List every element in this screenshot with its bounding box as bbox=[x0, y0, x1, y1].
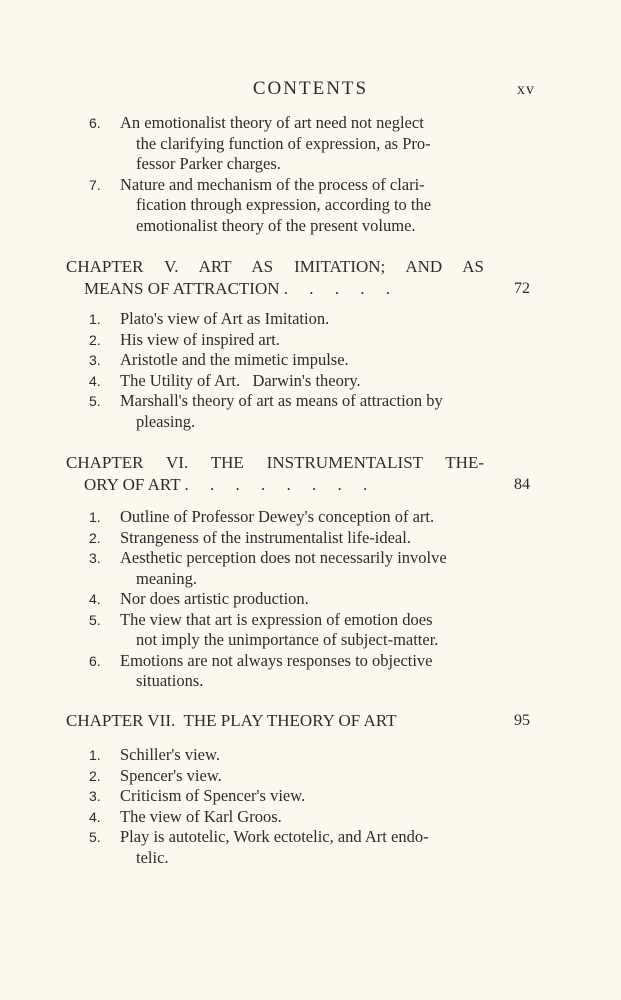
list-item bbox=[0, 766, 484, 787]
list-item bbox=[0, 786, 484, 807]
chapter-title-line2 bbox=[84, 474, 484, 496]
item-number: 7. bbox=[89, 176, 101, 193]
list-item bbox=[0, 610, 484, 651]
chapter-page-number: 95 bbox=[514, 712, 530, 729]
chapter-heading bbox=[0, 452, 621, 496]
chapter-vii-items bbox=[0, 745, 621, 868]
item-text-cont: telic. bbox=[136, 847, 169, 867]
chapter-title-line2-text: ORY OF ART bbox=[84, 475, 181, 494]
item-number: 2. bbox=[89, 767, 101, 784]
chapter-v bbox=[0, 256, 621, 300]
chapter-page-number: 84 bbox=[514, 476, 530, 493]
list-item bbox=[0, 330, 484, 351]
item-number: 1. bbox=[89, 747, 101, 763]
running-head bbox=[0, 78, 621, 104]
item-text-cont: meaning. bbox=[136, 568, 197, 588]
chapter-title-line1: CHAPTER V. ART AS IMITATION; AND AS bbox=[66, 257, 484, 276]
item-number: 6. bbox=[89, 652, 101, 669]
list-item bbox=[0, 548, 484, 589]
chapter-title-line1: CHAPTER VI. THE INSTRUMENTALIST THE- bbox=[66, 453, 484, 472]
leader-dots: . . . . . bbox=[279, 279, 391, 298]
page-number: xv bbox=[517, 81, 535, 98]
item-text: His view of inspired art. bbox=[120, 329, 280, 349]
list-item bbox=[0, 651, 484, 692]
item-number: 5. bbox=[89, 611, 101, 628]
list-item bbox=[0, 589, 484, 610]
chapter-heading bbox=[0, 256, 621, 300]
chapter-heading bbox=[0, 710, 621, 732]
item-number: 3. bbox=[89, 550, 101, 566]
list-item bbox=[0, 528, 484, 549]
item-number: 5. bbox=[89, 829, 101, 845]
item-text: Nature and mechanism of the process of clari- bbox=[120, 174, 425, 194]
item-text-cont: emotionalist theory of the present volume. bbox=[136, 215, 416, 235]
item-number: 1. bbox=[89, 509, 101, 525]
chapter-vi bbox=[0, 452, 621, 496]
item-number: 4. bbox=[89, 372, 101, 389]
item-text: Spencer's view. bbox=[120, 765, 222, 785]
item-text: Schiller's view. bbox=[120, 745, 220, 764]
item-text: Strangeness of the instrumentalist life-ideal. bbox=[120, 527, 411, 547]
item-text: The Utility of Art. Darwin's theory. bbox=[120, 370, 361, 390]
item-text: The view of Karl Groos. bbox=[120, 806, 282, 826]
item-number: 5. bbox=[89, 393, 101, 409]
chapter-v-items bbox=[0, 309, 621, 432]
item-text: Nor does artistic production. bbox=[120, 589, 309, 608]
chapter-title-line2-text: MEANS OF ATTRACTION bbox=[84, 279, 280, 298]
item-text: Play is autotelic, Work ectotelic, and Art endo- bbox=[120, 827, 429, 846]
item-text: The view that art is expression of emotion does bbox=[120, 609, 433, 629]
item-text: Emotions are not always responses to objective bbox=[120, 650, 433, 670]
item-number: 3. bbox=[89, 788, 101, 804]
list-item bbox=[0, 507, 484, 528]
item-number: 4. bbox=[89, 808, 101, 825]
item-text-cont: fessor Parker charges. bbox=[136, 154, 281, 173]
item-number: 2. bbox=[89, 529, 101, 546]
item-text-cont: pleasing. bbox=[136, 411, 196, 431]
list-item bbox=[0, 807, 484, 828]
item-text: An emotionalist theory of art need not neglect bbox=[120, 113, 424, 132]
item-text: Marshall's theory of art as means of attraction by bbox=[120, 391, 443, 410]
chapter-vi-items bbox=[0, 507, 621, 692]
item-text: Outline of Professor Dewey's conception of art. bbox=[120, 507, 435, 526]
item-text-cont: the clarifying function of expression, as Pro- bbox=[136, 133, 431, 153]
item-text-cont: situations. bbox=[136, 671, 204, 690]
page-title: CONTENTS bbox=[252, 78, 369, 99]
chapter-title-line2 bbox=[84, 278, 484, 300]
item-text-cont: not imply the unimportance of subject-matter. bbox=[136, 630, 439, 649]
item-text-cont: fication through expression, according to the bbox=[136, 195, 432, 214]
item-text: Aristotle and the mimetic impulse. bbox=[120, 350, 349, 369]
chapter-vii bbox=[0, 710, 621, 732]
item-number: 2. bbox=[89, 331, 101, 348]
leader-dots: . . . . . . . . bbox=[180, 475, 368, 494]
list-item bbox=[0, 371, 484, 392]
list-item bbox=[0, 391, 484, 432]
item-number: 4. bbox=[89, 591, 101, 607]
item-number: 1. bbox=[89, 311, 101, 327]
list-item bbox=[0, 350, 484, 371]
item-number: 3. bbox=[89, 352, 101, 368]
list-item bbox=[0, 745, 484, 766]
item-number: 6. bbox=[89, 115, 101, 131]
list-item bbox=[0, 309, 484, 330]
chapter-title-line1: CHAPTER VII. THE PLAY THEORY OF ART bbox=[66, 711, 397, 730]
list-item bbox=[0, 113, 484, 175]
item-text: Criticism of Spencer's view. bbox=[120, 786, 306, 805]
chapter-page-number: 72 bbox=[514, 280, 530, 297]
item-text: Plato's view of Art as Imitation. bbox=[120, 309, 330, 328]
continued-item-list bbox=[0, 113, 621, 236]
list-item bbox=[0, 175, 484, 237]
list-item bbox=[0, 827, 484, 868]
item-text: Aesthetic perception does not necessarily involve bbox=[120, 548, 447, 567]
